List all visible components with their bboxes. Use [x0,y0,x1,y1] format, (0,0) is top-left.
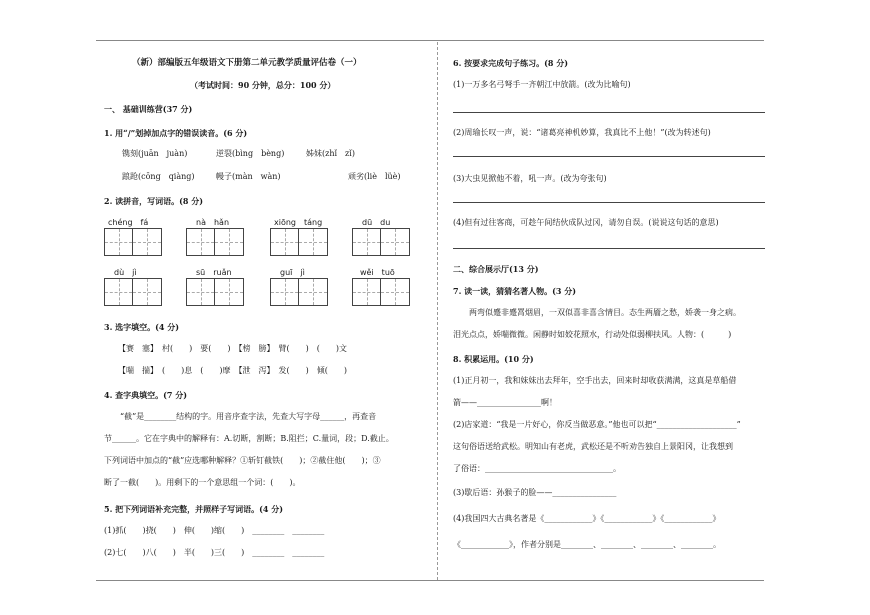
q8-text: (4)我国四大古典名著是《____________》《____________》《____________》 [453,514,721,523]
answer-line[interactable] [453,112,765,113]
q1-item: 镌刻(juān juàn) [122,149,188,158]
writing-grid[interactable] [270,228,328,256]
q8-text: 了俗语：________________________________。 [453,464,621,473]
q1-item: 踉跄(cōng qiàng) [122,172,195,181]
question-4: 4. 查字典填空。(7 分) [104,390,188,400]
writing-grid[interactable] [270,278,328,306]
q6-item: (1)一万多名弓弩手一齐朝江中放箭。(改为比喻句) [453,80,631,89]
pinyin-label: dū du [362,218,391,227]
answer-line[interactable] [453,248,765,249]
pinyin-label: sū ruǎn [196,268,232,277]
q8-text: (1)正月初一，我和妹妹出去拜年，空手出去，回来时却收获满满，这真是草船借 [453,376,737,385]
q1-item: 姊妹(zhǐ zǐ) [306,149,355,158]
question-7: 7. 读一读，猜猜名著人物。(3 分) [453,286,577,296]
question-1: 1. 用“/”划掉加点字的错误读音。(6 分) [104,128,248,138]
writing-grid[interactable] [352,228,410,256]
answer-line[interactable] [453,156,765,157]
writing-grid[interactable] [104,228,162,256]
q5-row: (1)抓( )挠( ) 伸( )缩( ) ________ ________ [104,526,325,535]
q8-text: 《____________》，作者分别是________、________、________、________。 [453,540,721,549]
q6-item: (2)周瑜长叹一声，说：“诸葛亮神机妙算，我真比不上他！”(改为转述句) [453,128,711,137]
writing-grid[interactable] [186,228,244,256]
q4-text: 断了一截( )。用剩下的一个意思组一个词：( )。 [104,478,301,487]
q7-passage: 两弯似蹙非蹙罥烟眉，一双似喜非喜含情目。态生两靥之愁，娇袭一身之病。 [469,308,741,317]
writing-grid[interactable] [352,278,410,306]
pinyin-label: xiōng táng [274,218,323,227]
q1-item: 逆裂(bìng bèng) [216,149,285,158]
question-8: 8. 积累运用。(10 分) [453,354,534,364]
q4-text: 节______。它在字典中的解释有：A.切断，割断；B.阻拦；C.量词，段；D.截止。 [104,434,394,443]
answer-line[interactable] [453,202,765,203]
right-column [453,52,765,572]
q3-row: 【赛 塞】 村( ) 要( ) 【榜 膀】 臂( ) ( )文 [118,344,347,353]
question-3: 3. 选字填空。(4 分) [104,322,180,332]
q7-passage: 泪光点点，娇喘微微。闲静时如姣花照水，行动处似弱柳扶风。人物：( ) [453,330,732,339]
top-rule [96,40,764,41]
q5-row: (2)七( )八( ) 半( )三( ) ________ ________ [104,548,325,557]
section-2-heading: 二、综合展示厅(13 分) [453,264,539,274]
q3-row: 【喘 揣】 ( )息 ( )摩 【泄 泻】 发( ) 倾( ) [118,366,347,375]
q8-text: (2)店家道：“我是一片好心，你反当做恶意。”他也可以把“____________________” [453,420,741,429]
q8-text: 这句俗语送给武松。明知山有老虎，武松还是不听劝告独自上景阳冈，让我想到 [453,442,733,451]
pinyin-label: chéng fá [108,218,149,227]
q4-text: “截”是________结构的字。用音序查字法，先查大写字母______，再查音 [120,412,377,421]
writing-grid[interactable] [186,278,244,306]
question-6: 6. 按要求完成句子练习。(8 分) [453,58,569,68]
question-2: 2. 读拼音，写词语。(8 分) [104,196,204,206]
q6-item: (4)但有过往客商，可趁午间结伙成队过冈，请勿自误。(说说这句话的意思) [453,218,719,227]
writing-grid[interactable] [104,278,162,306]
q8-text: (3)歇后语：孙猴子的脸——________________ [453,488,617,497]
question-5: 5. 把下列词语补充完整，并照样子写词语。(4 分) [104,504,284,514]
page-title: （新）部编版五年级语文下册第二单元教学质量评估卷（一） [132,58,362,68]
page-subtitle: （考试时间：90 分钟，总分：100 分） [190,80,336,90]
q1-item: 幔子(màn wàn) [216,172,281,181]
section-1-heading: 一、 基础训练营(37 分) [104,104,193,114]
q1-item: 顽劣(liè lüè) [348,172,401,181]
q8-text: 箭——________________啊！ [453,398,557,407]
pinyin-label: wěi tuō [360,268,395,277]
pinyin-label: dù jì [114,268,137,277]
left-column [104,52,420,572]
pinyin-label: guī jì [280,268,305,277]
q6-item: (3)大虫见掀他不着，吼一声。(改为夸张句) [453,174,607,183]
bottom-rule [96,580,764,581]
column-separator [437,42,438,580]
q4-text: 下列词语中加点的“截”应选哪种解释？①斩钉截铁( )；②截住他( )；③ [104,456,381,465]
pinyin-label: nà hǎn [196,218,230,227]
